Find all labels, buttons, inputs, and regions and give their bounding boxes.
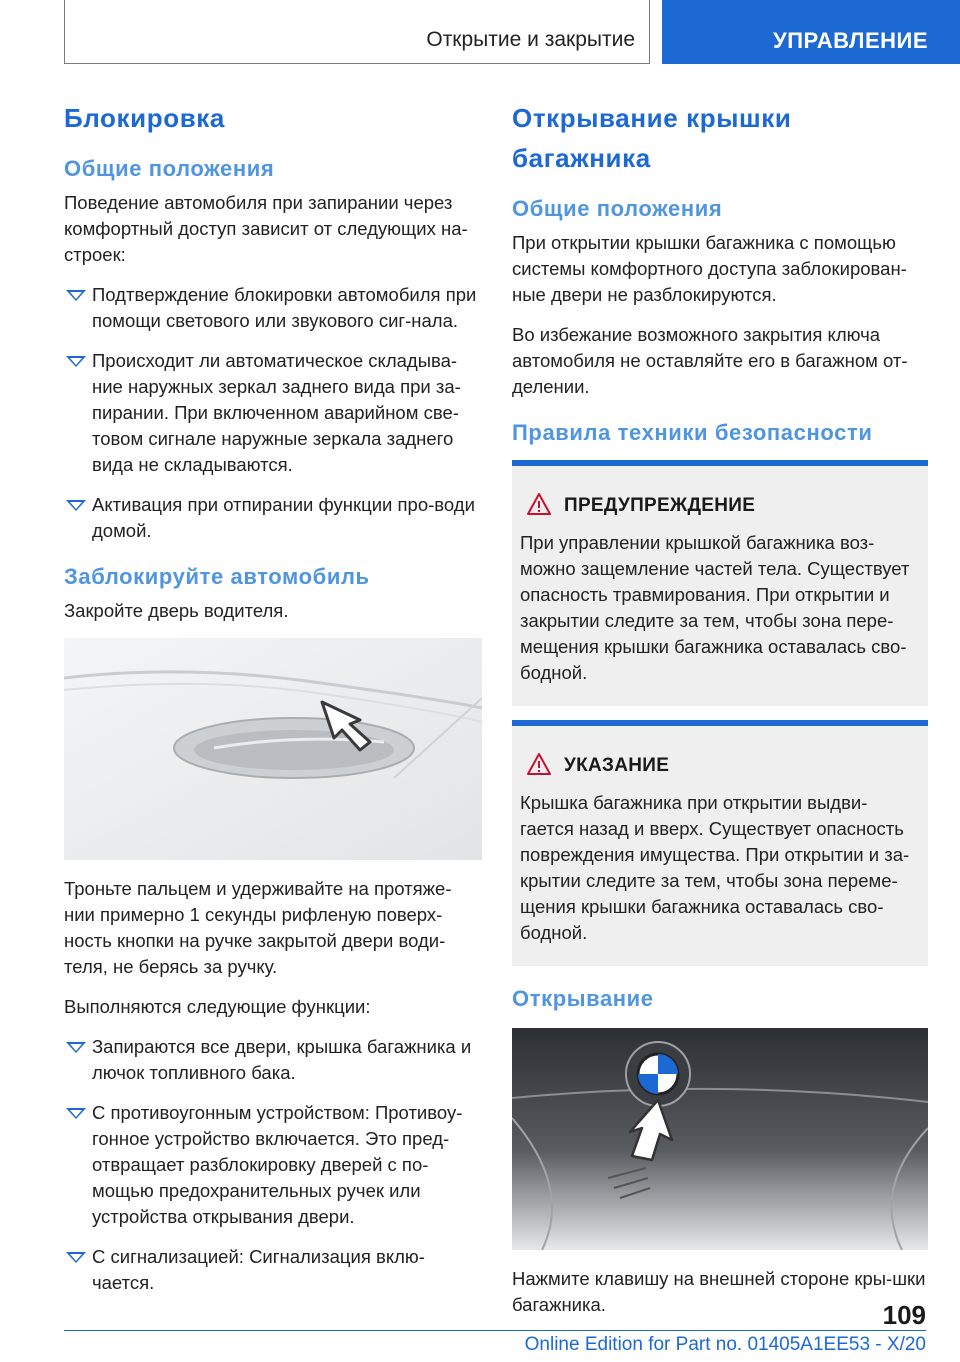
opening-instruction-text: Нажмите клавишу на внешней стороне кры-шки багажника. — [512, 1268, 926, 1315]
triangle-bullet-icon — [66, 1108, 86, 1119]
trunk-opening-title: Открывание крышки багажника — [512, 103, 792, 173]
locking-title: Блокировка — [64, 103, 225, 133]
door-handle-image — [64, 638, 482, 860]
footer-edition-text: Online Edition for Part no. 01405A1EE53 - X/20 — [524, 1334, 926, 1355]
locking-settings-list — [64, 282, 482, 544]
door-handle-illustration — [64, 638, 482, 860]
triangle-bullet-icon — [66, 1042, 86, 1053]
locking-general-text: Поведение автомобиля при запирании через комфортный доступ зависит от следующих на-строек: — [64, 192, 468, 265]
list-item: С противоугонным устройством: Противоу-гонное устройство включается. Это пред-отвращает разблокировку дверей с по-мощью предохранительных ручек или устройства открывания двери. — [64, 1100, 482, 1230]
list-item: С сигнализацией: Сигнализация вклю-чается. — [64, 1244, 482, 1296]
page-number: 109 — [882, 1300, 926, 1330]
trunk-general-heading: Общие положения — [512, 196, 723, 221]
locking-general-heading: Общие положения — [64, 156, 275, 181]
trunk-button-illustration — [512, 1028, 928, 1250]
lock-vehicle-heading: Заблокируйте автомобиль — [64, 564, 370, 589]
trunk-lid-image — [512, 1028, 928, 1250]
list-item: Происходит ли автоматическое складыва-ние наружных зеркал заднего вида при за-пирании. При включенном аварийном све-товом сигнале наружные зеркала заднего вида не складываются. — [64, 348, 482, 478]
touch-instruction-text: Троньте пальцем и удерживайте на протяже-нии примерно 1 секунды рифленую поверх-ность кнопки на ручке закрытой двери води-теля, не берясь за ручку. — [64, 878, 452, 977]
warning-text: При управлении крышкой багажника воз-можно защемление частей тела. Существует опасность травмирования. При открытии и закрытии следите за тем, чтобы зона пере-мещения крышки багажника оставалась сво-бодной. — [520, 532, 910, 683]
triangle-bullet-icon — [66, 356, 86, 367]
lock-functions-list — [64, 1034, 482, 1296]
notice-title: УКАЗАНИЕ — [520, 752, 920, 780]
triangle-bullet-icon — [66, 290, 86, 301]
trunk-general-text-1: При открытии крышки багажника с помощью системы комфортного доступа заблокирован-ные двери не разблокируются. — [512, 232, 907, 305]
header-chapter-label: УПРАВЛЕНИЕ — [773, 28, 928, 53]
notice-text: Крышка багажника при открытии выдви-гается назад и вверх. Существует опасность повреждения имущества. При открытии и за-крытии следите за тем, чтобы зона переме-щения крышки багажника оставалась сво-бодной. — [520, 792, 910, 943]
left-column — [64, 98, 482, 1310]
list-item: Активация при отпирании функции про-води домой. — [64, 492, 482, 544]
list-item: Запираются все двери, крышка багажника и лючок топливного бака. — [64, 1034, 482, 1086]
right-column — [512, 98, 928, 1332]
safety-heading: Правила техники безопасности — [512, 420, 873, 445]
warning-triangle-icon — [526, 492, 552, 516]
opening-heading: Открывание — [512, 986, 654, 1011]
warning-box — [512, 460, 928, 706]
notice-box — [512, 720, 928, 966]
footer-divider — [64, 1330, 926, 1331]
functions-intro-text: Выполняются следующие функции: — [64, 996, 371, 1017]
warning-triangle-icon — [526, 752, 552, 776]
header-section-title: Открытие и закрытие — [426, 28, 635, 51]
header-section-box — [64, 0, 650, 64]
trunk-general-text-2: Во избежание возможного закрытия ключа автомобиля не оставляйте его в багажном от-делении. — [512, 324, 908, 397]
lock-vehicle-text: Закройте дверь водителя. — [64, 600, 289, 621]
header-chapter-tab — [662, 0, 960, 64]
list-item: Подтверждение блокировки автомобиля при помощи светового или звукового сиг-нала. — [64, 282, 482, 334]
triangle-bullet-icon — [66, 1252, 86, 1263]
triangle-bullet-icon — [66, 500, 86, 511]
warning-title: ПРЕДУПРЕЖДЕНИЕ — [520, 492, 920, 520]
